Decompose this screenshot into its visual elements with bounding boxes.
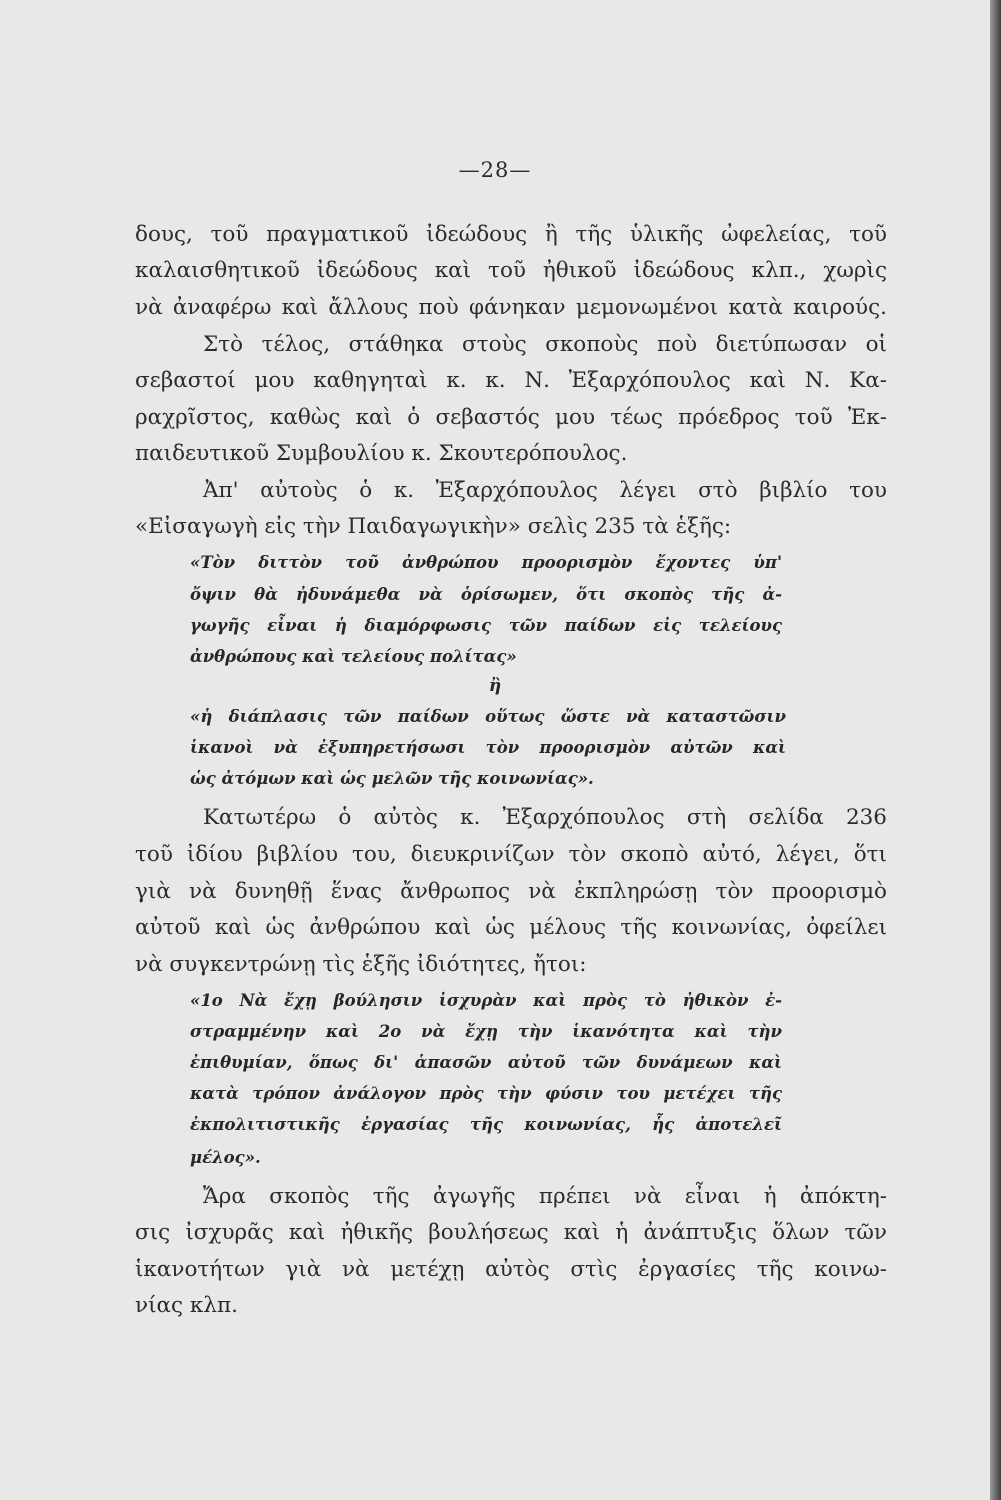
quote-line: ἱκανοὶ νὰ ἐξυπηρετήσωσι τὸν προορισμὸν αὐτῶν καὶ xyxy=(190,738,786,757)
text-line: σεβαστοί μου καθηγηταὶ κ. κ. Ν. Ἐξαρχόπουλος καὶ Ν. Κα- xyxy=(135,368,887,393)
text-line: Κατωτέρω ὁ αὐτὸς κ. Ἐξαρχόπουλος στὴ σελίδα 236 xyxy=(203,805,887,830)
page-number: —28— xyxy=(458,158,532,182)
text-line: ραχρῖστος, καθὼς καὶ ὁ σεβαστός μου τέως πρόεδρος τοῦ Ἐκ- xyxy=(135,405,887,430)
text-line: δους, τοῦ πραγματικοῦ ἰδεώδους ἢ τῆς ὑλικῆς ὠφελείας, τοῦ xyxy=(135,222,887,247)
quote-connector: ἢ xyxy=(488,676,502,696)
quote-line: ἐκπολιτιστικῆς ἐργασίας τῆς κοινωνίας, ἧς ἀποτελεῖ xyxy=(190,1115,782,1134)
quote-line: γωγῆς εἶναι ἡ διαμόρφωσις τῶν παίδων εἰς τελείους xyxy=(190,616,782,635)
text-line: νὰ ἀναφέρω καὶ ἄλλους ποὺ φάνηκαν μεμονωμένοι κατὰ καιρούς. xyxy=(135,295,887,320)
quote-line: «ἡ διάπλασις τῶν παίδων οὕτως ὥστε νὰ καταστῶσιν xyxy=(190,707,786,726)
text-line: παιδευτικοῦ Συμβουλίου κ. Σκουτερόπουλος. xyxy=(135,441,628,466)
text-line: τοῦ ἰδίου βιβλίου του, διευκρινίζων τὸν σκοπὸ αὐτό, λέγει, ὅτι xyxy=(135,842,887,867)
text-line: γιὰ νὰ δυνηθῇ ἕνας ἄνθρωπος νὰ ἐκπληρώσῃ τὸν προορισμὸ xyxy=(135,879,887,904)
text-line: «Εἰσαγωγὴ εἰς τὴν Παιδαγωγικὴν» σελὶς 235 τὰ ἑξῆς: xyxy=(135,514,732,539)
quote-line: ἀνθρώπους καὶ τελείους πολίτας» xyxy=(190,647,517,666)
quote-line: ὄψιν θὰ ἠδυνάμεθα νὰ ὁρίσωμεν, ὅτι σκοπὸς τῆς ἀ- xyxy=(190,585,782,604)
page-edge-shadow xyxy=(990,0,1001,1500)
text-line: Ἄρα σκοπὸς τῆς ἀγωγῆς πρέπει νὰ εἶναι ἡ ἀπόκτη- xyxy=(203,1184,887,1209)
text-line: νίας κλπ. xyxy=(135,1293,238,1318)
quote-line: στραμμένην καὶ 2ο νὰ ἔχῃ τὴν ἱκανότητα καὶ τὴν xyxy=(190,1022,782,1041)
text-line: σις ἰσχυρᾶς καὶ ἠθικῆς βουλήσεως καὶ ἡ ἀνάπτυξις ὅλων τῶν xyxy=(135,1220,887,1245)
quote-line: «Τὸν διττὸν τοῦ ἀνθρώπου προορισμὸν ἔχοντες ὑπ' xyxy=(190,553,782,572)
text-line: ἱκανοτήτων γιὰ νὰ μετέχῃ αὐτὸς στὶς ἐργασίες τῆς κοινω- xyxy=(135,1257,887,1282)
quote-line: μέλος». xyxy=(190,1148,261,1167)
quote-line: ὡς ἀτόμων καὶ ὡς μελῶν τῆς κοινωνίας». xyxy=(190,769,594,788)
text-line: Ἀπ' αὐτοὺς ὁ κ. Ἐξαρχόπουλος λέγει στὸ βιβλίο του xyxy=(203,478,887,503)
quote-line: κατὰ τρόπον ἀνάλογον πρὸς τὴν φύσιν του μετέχει τῆς xyxy=(190,1084,782,1103)
text-line: νὰ συγκεντρώνῃ τὶς ἑξῆς ἰδιότητες, ἤτοι: xyxy=(135,952,587,977)
text-line: αὐτοῦ καὶ ὡς ἀνθρώπου καὶ ὡς μέλους τῆς κοινωνίας, ὀφείλει xyxy=(135,915,887,940)
quote-line: ἐπιθυμίαν, ὅπως δι' ἁπασῶν αὐτοῦ τῶν δυνάμεων καὶ xyxy=(190,1053,782,1072)
text-line: Στὸ τέλος, στάθηκα στοὺς σκοποὺς ποὺ διετύπωσαν οἱ xyxy=(203,332,887,357)
quote-line: «1ο Νὰ ἔχῃ βούλησιν ἰσχυρὰν καὶ πρὸς τὸ ἠθικὸν ἐ- xyxy=(190,991,782,1010)
text-line: καλαισθητικοῦ ἰδεώδους καὶ τοῦ ἠθικοῦ ἰδεώδους κλπ., χωρὶς xyxy=(135,258,887,283)
